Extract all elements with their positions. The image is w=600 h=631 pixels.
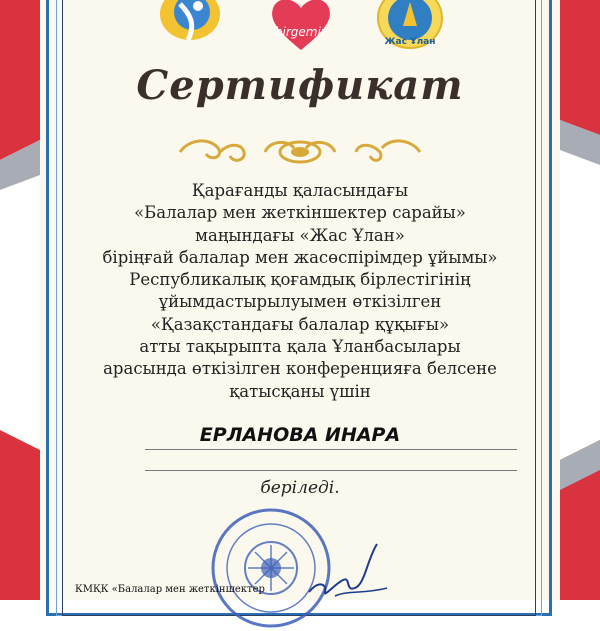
body-line: маңындағы «Жас Ұлан» [195,225,405,245]
footer-organization: КМҚК «Балалар мен жеткіншектер [75,584,265,595]
certificate-title: Сертификат [136,62,464,109]
body-line: «Қазақстандағы балалар құқығы» [150,314,450,334]
certificate-body [90,180,510,403]
recipient-name: ЕРЛАНОВА ИНАРА [199,424,401,446]
child-figure-logo-icon [150,0,228,44]
body-line: ұйымдастырылуымен өткізілген [158,292,442,312]
birgemiz-heart-logo-icon [268,0,334,52]
zhas-ulan-emblem-icon [375,0,445,50]
name-underline [145,449,517,450]
body-line: арасында өткізілген конференцияға белсене [103,359,497,379]
signature-icon [305,540,395,600]
body-line: «Балалар мен жеткіншектер сарайы» [134,203,466,223]
blank-underline [145,470,517,471]
body-line: атты тақырыпта қала Ұланбасылары [139,337,461,357]
body-line: қатысқаны үшін [229,381,371,401]
body-line: біріңғай балалар мен жасөспірімдер ұйымы» [102,247,498,267]
given-text: беріледі. [260,478,340,498]
body-line: Республикалық қоғамдық бірлестігінің [129,270,471,290]
birgemiz-logo-text: birgemiz [274,25,328,39]
gold-ornament-divider-icon [170,134,430,170]
body-line: Қарағанды қаласындағы [191,181,409,200]
zhas-ulan-logo-text: Жас Ұлан [384,37,436,47]
